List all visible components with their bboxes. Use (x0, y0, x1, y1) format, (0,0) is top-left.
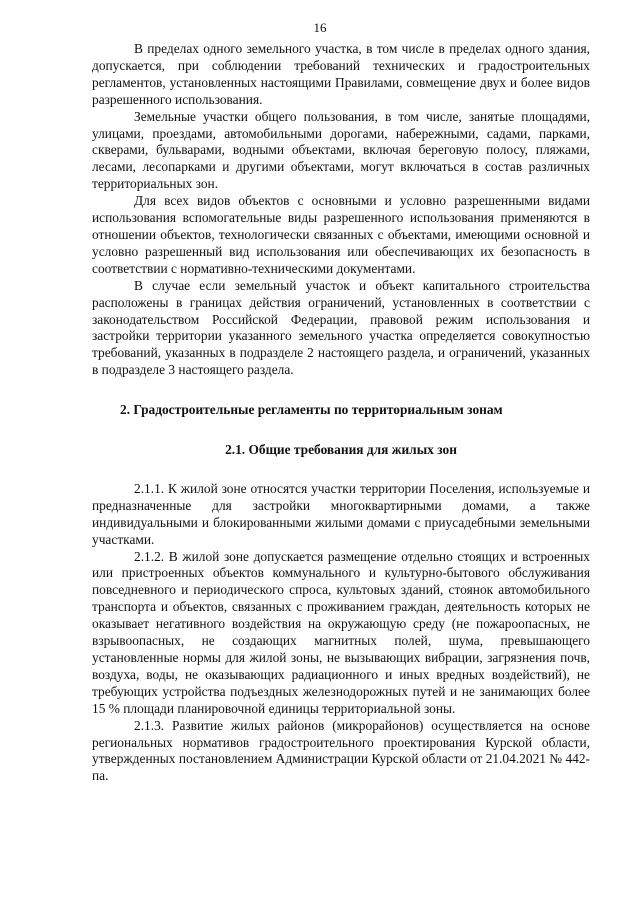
paragraph: В случае если земельный участок и объект капитального строительства расположены в границах действия ограничений, установленных в соответствии с законодательством Российской Федерации, правовой режим использования и застройки территории указанного земельного участка определяется совокупностью требований, указанных в подразделе 2 настоящего раздела, и ограничений, указанных в подразделе 3 настоящего раздела. (92, 277, 590, 378)
paragraph: 2.1.1. К жилой зоне относятся участки территории Поселения, используемые и предназначенные для застройки многоквартирными домами, а также индивидуальными и блокированными жилыми домами с приусадебными земельными участками. (92, 480, 590, 547)
paragraph: Земельные участки общего пользования, в том числе, занятые площадями, улицами, проездами, автомобильными дорогами, набережными, садами, парками, скверами, бульварами, водными объектами, включая береговую полосу, пляжами, лесами, лесопарками и другими объектами, могут включаться в состав различных территориальных зон. (92, 108, 590, 192)
document-body (92, 41, 590, 785)
paragraph: 2.1.2. В жилой зоне допускается размещение отдельно стоящих и встроенных или пристроенных объектов коммунального и культурно-бытового обслуживания повседневного и периодического спроса, культовых зданий, стоянок автомобильного транспорта и объектов, связанных с проживанием граждан, деятельность которых не оказывает негативного воздействия на окружающую среду (не пожароопасных, не взрывоопасных, не создающих магнитных полей, шума, превышающего установленные нормы для жилой зоны, не вызывающих вибрации, загрязнения почв, воздуха, воды, не оказывающих радиационного и иных вредных воздействий), не требующих устройства подъездных железнодорожных путей и не занимающих более 15 % площади планировочной единицы территориальной зоны. (92, 548, 590, 716)
paragraph: 2.1.3. Развитие жилых районов (микрорайонов) осуществляется на основе региональных нормативов градостроительного проектирования Курской области, утвержденных постановлением Администрации Курской области от 21.04.2021 № 442-па. (92, 717, 590, 784)
page-number: 16 (313, 20, 327, 35)
paragraph: Для всех видов объектов с основными и условно разрешенными видами использования вспомогательные виды разрешенного использования применяются в отношении объектов, технологически связанных с объектами, имеющими основной и условно разрешенный вид использования или обеспечивающих их безопасность в соответствии с нормативно-техническими документами. (92, 193, 590, 276)
subsection-heading: 2.1. Общие требования для жилых зон (225, 442, 457, 458)
paragraph: В пределах одного земельного участка, в том числе в пределах одного здания, допускается, при соблюдении требований технических и градостроительных регламентов, установленных настоящими Правилами, совмещение двух и более видов разрешенного использования. (92, 41, 590, 107)
section-heading: 2. Градостроительные регламенты по территориальным зонам (120, 402, 503, 418)
